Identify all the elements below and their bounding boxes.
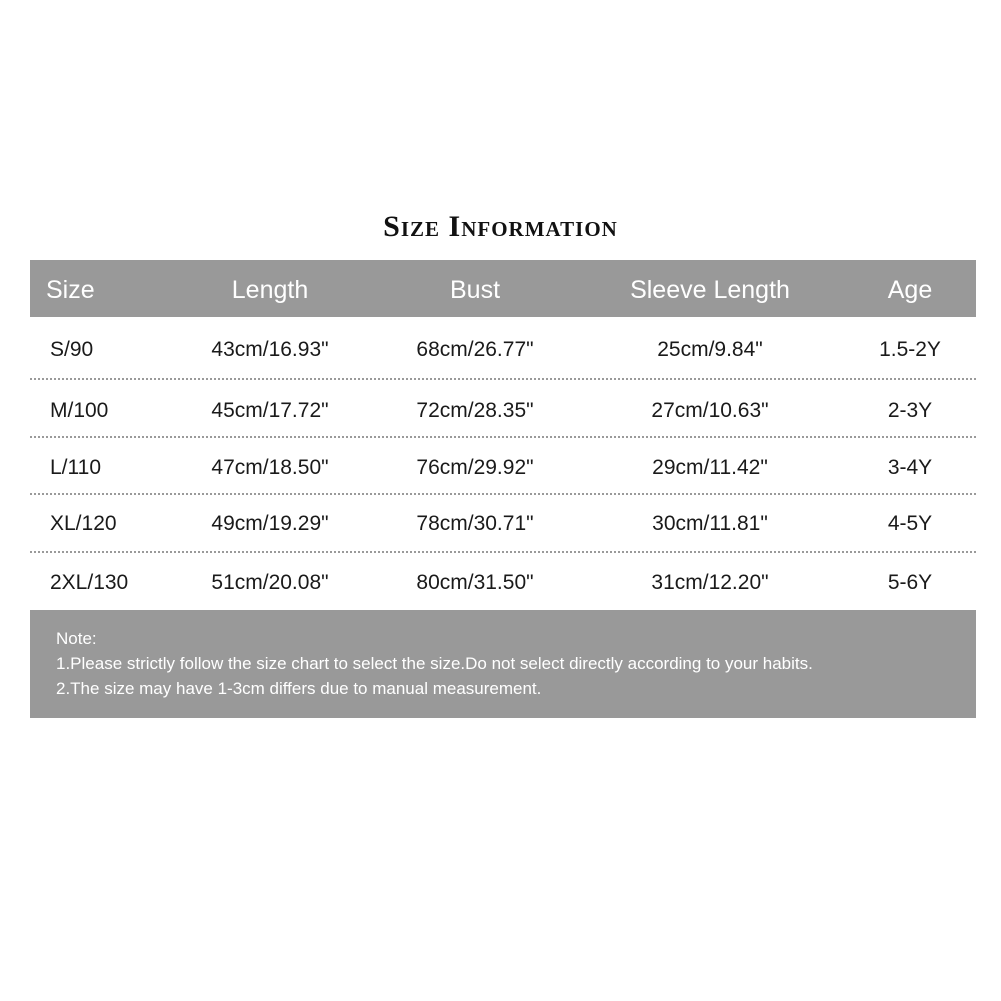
note-line: 2.The size may have 1-3cm differs due to manual measurement. — [56, 679, 542, 698]
cell-length: 45cm/17.72" — [211, 399, 329, 422]
cell-sleeve-length: 29cm/11.42" — [652, 456, 768, 479]
table-row — [30, 438, 976, 496]
cell-bust: 80cm/31.50" — [416, 571, 534, 594]
cell-age: 3-4Y — [887, 456, 933, 479]
table-row — [30, 381, 976, 439]
table-row — [30, 320, 976, 378]
header-age: Age — [887, 276, 933, 304]
cell-size: M/100 — [50, 399, 109, 422]
table-header — [30, 260, 976, 317]
cell-size: 2XL/130 — [50, 571, 129, 594]
header-size: Size — [46, 276, 95, 304]
cell-length: 43cm/16.93" — [211, 338, 329, 361]
table-row — [30, 494, 976, 552]
cell-age: 1.5-2Y — [879, 338, 941, 361]
cell-bust: 68cm/26.77" — [416, 338, 534, 361]
page-title: Size Information — [383, 210, 618, 243]
note-label: Note: — [56, 629, 97, 648]
header-bust: Bust — [449, 276, 501, 304]
cell-size: XL/120 — [50, 512, 117, 535]
cell-length: 49cm/19.29" — [211, 512, 329, 535]
cell-age: 2-3Y — [887, 399, 933, 422]
cell-length: 47cm/18.50" — [211, 456, 329, 479]
cell-age: 5-6Y — [887, 571, 933, 594]
cell-bust: 76cm/29.92" — [416, 456, 534, 479]
cell-size: S/90 — [50, 338, 94, 361]
cell-sleeve-length: 31cm/12.20" — [651, 571, 769, 594]
cell-age: 4-5Y — [887, 512, 933, 535]
cell-bust: 78cm/30.71" — [416, 512, 534, 535]
table-row — [30, 553, 976, 611]
cell-length: 51cm/20.08" — [211, 571, 329, 594]
cell-sleeve-length: 30cm/11.81" — [652, 512, 768, 535]
note-box — [30, 610, 976, 718]
header-length: Length — [231, 276, 309, 304]
cell-size: L/110 — [50, 456, 101, 479]
cell-sleeve-length: 25cm/9.84" — [657, 338, 763, 361]
note-line: 1.Please strictly follow the size chart to select the size.Do not select directly according to your habits. — [56, 654, 813, 673]
row-separator — [30, 378, 976, 380]
header-sleeve-length: Sleeve Length — [630, 276, 790, 304]
cell-sleeve-length: 27cm/10.63" — [651, 399, 769, 422]
cell-bust: 72cm/28.35" — [416, 399, 534, 422]
